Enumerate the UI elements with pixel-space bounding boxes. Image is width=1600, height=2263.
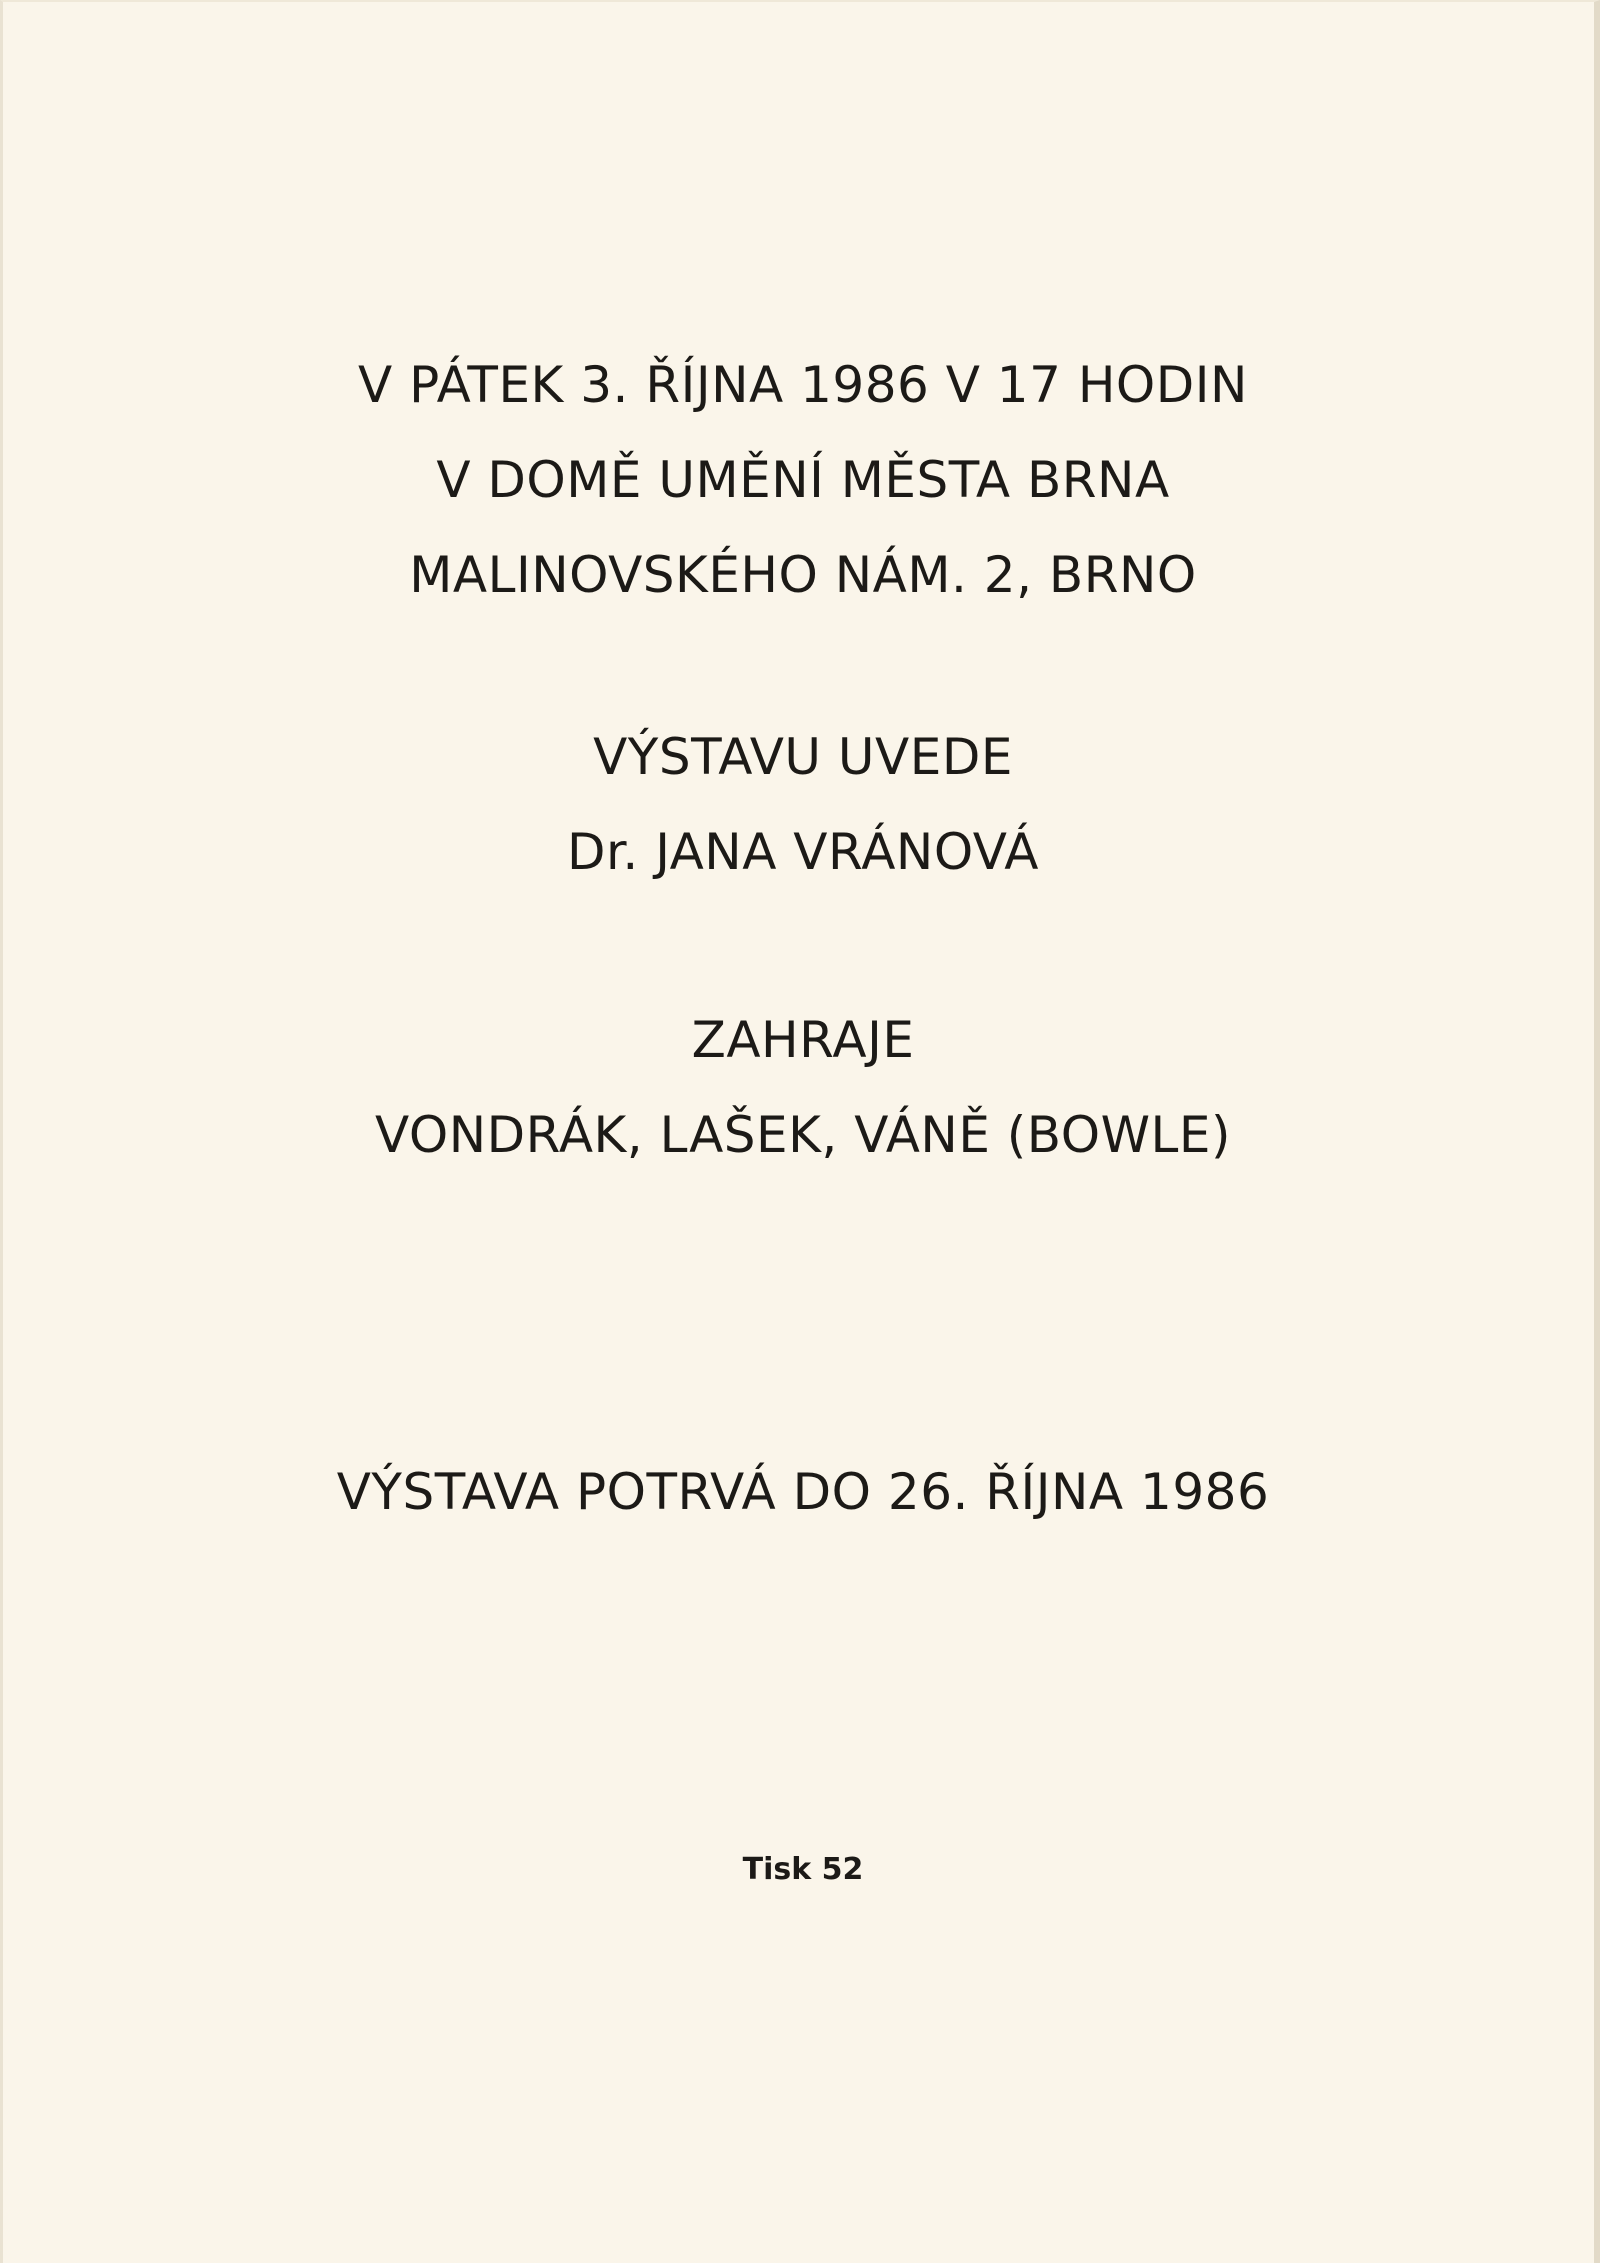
print-mark: Tisk 52 [742,1852,864,1887]
introduction-section [3,728,1600,881]
duration-section [3,1463,1600,1521]
venue-line: V DOMĚ UMĚNÍ MĚSTA BRNA [436,451,1170,509]
performers-line: VONDRÁK, LAŠEK, VÁNĚ (BOWLE) [375,1106,1231,1164]
introducer-name: Dr. JANA VRÁNOVÁ [566,823,1040,881]
opening-date-line: V PÁTEK 3. ŘÍJNA 1986 V 17 HODIN [358,356,1248,414]
exhibition-duration-line: VÝSTAVA POTRVÁ DO 26. ŘÍJNA 1986 [336,1463,1270,1521]
music-heading: ZAHRAJE [691,1011,915,1069]
address-line: MALINOVSKÉHO NÁM. 2, BRNO [409,546,1197,604]
introduction-heading: VÝSTAVU UVEDE [593,728,1013,786]
music-section [3,1011,1600,1164]
opening-details [3,356,1600,604]
